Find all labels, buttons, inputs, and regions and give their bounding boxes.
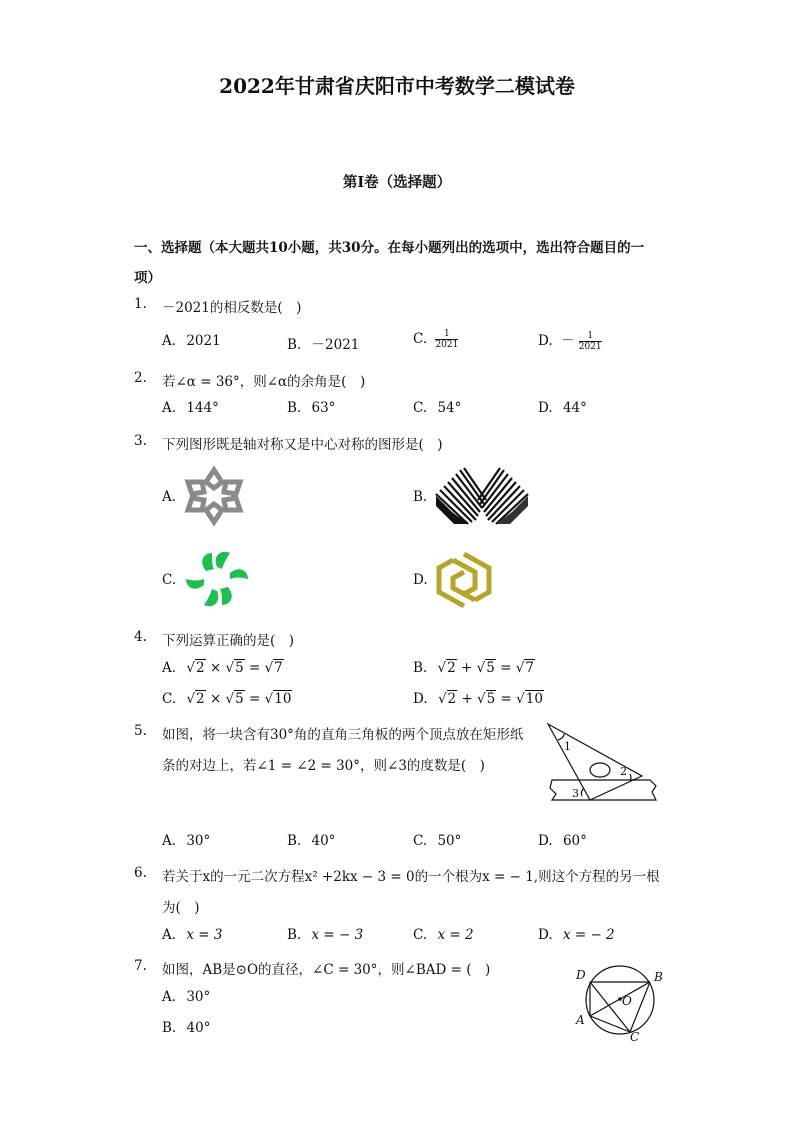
- question-5-number: 5.: [134, 723, 147, 739]
- radicand: 7: [525, 660, 534, 676]
- fraction-denominator: 2021: [435, 340, 459, 350]
- option-label: D.: [538, 333, 553, 349]
- option-value: x = 2: [437, 927, 474, 943]
- question-6-option-d[interactable]: [538, 927, 615, 943]
- option-label: B.: [413, 660, 428, 676]
- question-1-option-a[interactable]: [162, 333, 221, 349]
- question-1-option-c[interactable]: [413, 329, 458, 350]
- option-value: x = − 2: [562, 927, 615, 943]
- fraction: [579, 331, 602, 352]
- question-2-option-d[interactable]: [538, 400, 587, 416]
- exam-title: 2022年甘肃省庆阳市中考数学二模试卷: [219, 74, 575, 98]
- question-1-number: 1.: [134, 296, 147, 312]
- question-3-option-c-label[interactable]: C.: [162, 572, 177, 588]
- option-value: 44°: [562, 400, 587, 416]
- option-label: A.: [162, 833, 177, 849]
- option-label: A.: [162, 989, 177, 1005]
- option-label: B.: [287, 337, 302, 353]
- question-4-option-c[interactable]: C. √2 × √5 = √10: [162, 691, 292, 707]
- point-a-label: A: [576, 1013, 585, 1027]
- radicand: 2: [447, 660, 456, 676]
- question-7-text: 如图，AB是⊙O的直径，∠C = 30°，则∠BAD = ( ): [162, 962, 491, 978]
- question-6-line-1: 若关于x的一元二次方程x² +2kx − 3 = 0的一个根为x = − 1,则这个方程的另一根: [162, 869, 660, 885]
- radicand: 5: [486, 660, 495, 676]
- question-3-option-a-label[interactable]: A.: [162, 489, 177, 505]
- question-4-option-b[interactable]: B. √2 + √5 = √7: [413, 660, 534, 676]
- operator: ×: [209, 660, 222, 676]
- olive-cube-knot-figure: [435, 550, 493, 610]
- operator: +: [461, 660, 473, 676]
- point-d-label: D: [576, 968, 586, 982]
- option-label: A.: [162, 927, 177, 943]
- option-value: x = 3: [186, 927, 223, 943]
- question-5-option-c[interactable]: [413, 833, 461, 849]
- option-label: C.: [413, 331, 428, 347]
- option-label: B.: [287, 833, 302, 849]
- option-label: B.: [287, 400, 302, 416]
- angle-3-label: 3: [572, 787, 579, 800]
- question-5-option-a[interactable]: [162, 833, 210, 849]
- option-label: B.: [162, 1020, 177, 1036]
- radicand: 7: [274, 660, 283, 676]
- option-value: －2021: [311, 337, 360, 353]
- black-striped-chevron-figure: [434, 466, 530, 526]
- option-value: 2021: [186, 333, 221, 349]
- question-6-number: 6.: [134, 865, 147, 881]
- question-3-text: 下列图形既是轴对称又是中心对称的图形是( ): [162, 437, 443, 453]
- operator: ×: [209, 691, 222, 707]
- question-6-option-b[interactable]: [287, 927, 363, 943]
- option-label: C.: [413, 400, 428, 416]
- operator: +: [461, 691, 473, 707]
- green-pinwheel-figure: [182, 547, 252, 611]
- question-4-option-d[interactable]: D. √2 + √5 = √10: [413, 691, 543, 707]
- option-value: 144°: [186, 400, 219, 416]
- option-label: D.: [413, 691, 428, 707]
- question-4-number: 4.: [134, 629, 147, 645]
- fraction-numerator: 1: [435, 329, 458, 340]
- radicand: 5: [235, 660, 244, 676]
- gray-hexagonal-knot-figure: [182, 466, 246, 526]
- option-label: D.: [538, 833, 553, 849]
- angle-1-label: 1: [564, 740, 571, 753]
- option-value: 50°: [437, 833, 462, 849]
- question-7-option-b[interactable]: [162, 1020, 210, 1036]
- option-value: 40°: [186, 1020, 211, 1036]
- question-3-option-b-label[interactable]: B.: [413, 489, 428, 505]
- option-label: C.: [162, 691, 177, 707]
- question-6-option-a[interactable]: [162, 927, 222, 943]
- question-1-option-d[interactable]: [538, 329, 602, 352]
- radicand: 5: [235, 691, 244, 707]
- question-7-number: 7.: [134, 958, 147, 974]
- fraction-denominator: 2021: [578, 342, 602, 352]
- option-label: C.: [413, 833, 428, 849]
- fraction: [435, 329, 458, 350]
- option-value: x = − 3: [311, 927, 364, 943]
- radicand: 10: [525, 691, 543, 707]
- radicand: 2: [196, 691, 205, 707]
- option-label: B.: [287, 927, 302, 943]
- point-b-label: B: [654, 970, 663, 984]
- part-title: 第Ⅰ卷（选择题）: [342, 174, 452, 191]
- question-1-text: －2021的相反数是( ): [162, 300, 302, 316]
- question-2-option-b[interactable]: [287, 400, 335, 416]
- radicand: 2: [447, 691, 457, 707]
- option-value: 40°: [311, 833, 336, 849]
- fraction-numerator: 1: [579, 331, 602, 342]
- option-label: A.: [162, 333, 177, 349]
- point-c-label: C: [630, 1030, 640, 1044]
- point-o-label: O: [622, 994, 632, 1008]
- option-label: D.: [538, 400, 553, 416]
- question-6-line-2: 为( ): [162, 900, 200, 916]
- question-2-number: 2.: [134, 370, 147, 386]
- option-label: A.: [162, 660, 177, 676]
- question-5-option-d[interactable]: [538, 833, 587, 849]
- question-1-option-b[interactable]: [287, 333, 359, 353]
- question-5-option-b[interactable]: [287, 833, 335, 849]
- question-2-option-c[interactable]: [413, 400, 461, 416]
- option-label: A.: [162, 400, 177, 416]
- question-7-option-a[interactable]: [162, 989, 210, 1005]
- radicand: 10: [274, 691, 292, 707]
- option-value: 30°: [186, 989, 211, 1005]
- question-6-option-c[interactable]: [413, 927, 474, 943]
- option-value: 30°: [186, 833, 211, 849]
- question-5-line-1: 如图，将一块含有30°角的直角三角板的两个顶点放在矩形纸: [162, 727, 524, 743]
- section-heading: 一、选择题（本大题共10小题，共30分。在每小题列出的选项中，选出符合题目的一项）: [134, 240, 645, 286]
- radicand: 2: [195, 660, 205, 676]
- option-value: 63°: [311, 400, 336, 416]
- question-2-option-a[interactable]: [162, 400, 219, 416]
- option-sign: －: [560, 333, 575, 349]
- radicand: 5: [486, 691, 496, 707]
- angle-2-label: 2: [620, 765, 627, 778]
- question-3-number: 3.: [134, 433, 147, 449]
- question-3-option-d-label[interactable]: D.: [413, 572, 428, 588]
- triangle-on-strip-figure: [546, 722, 660, 806]
- question-5-line-2: 条的对边上，若∠1 = ∠2 = 30°，则∠3的度数是( ): [162, 758, 485, 774]
- option-label: D.: [538, 927, 553, 943]
- option-value: 54°: [437, 400, 462, 416]
- option-value: 60°: [562, 833, 587, 849]
- question-4-text: 下列运算正确的是( ): [162, 633, 295, 649]
- circle-diameter-figure: [570, 962, 666, 1042]
- question-4-option-a[interactable]: A. √2 × √5 = √7: [162, 660, 283, 676]
- option-label: C.: [413, 927, 428, 943]
- question-2-text: 若∠α = 36°，则∠α的余角是( ): [162, 374, 366, 390]
